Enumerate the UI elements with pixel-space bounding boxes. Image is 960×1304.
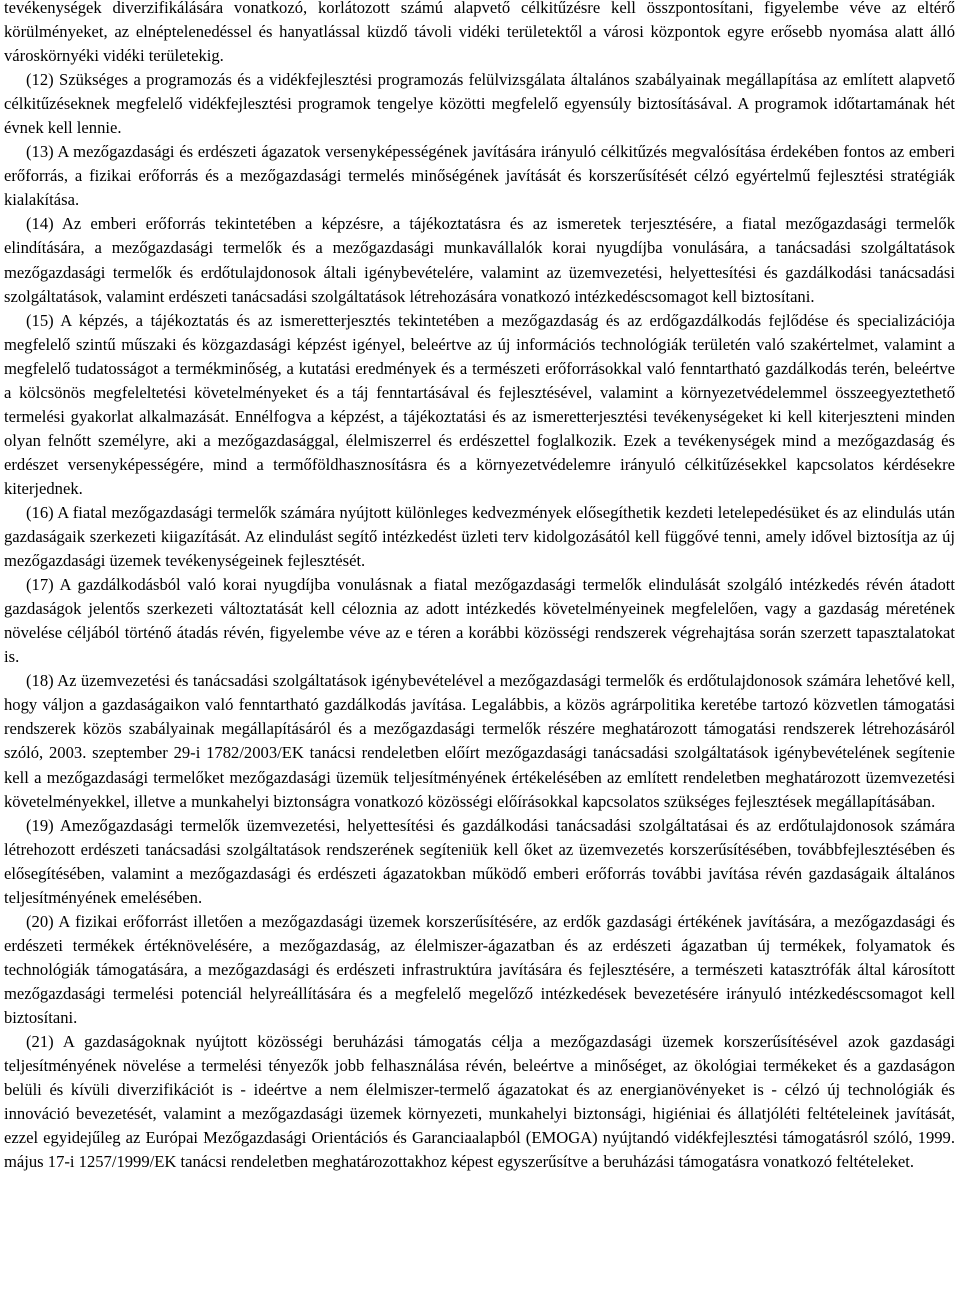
paragraph-14: (14) Az emberi erőforrás tekintetében a képzésre, a tájékoztatásra és az ismeretek terjesztésére, a fiatal mezőgazdasági termelők elindítására, a mezőgazdasági termelők és a mezőgazdasági munkavállalók korai nyugdíjba vonulására, a tanácsadási szolgáltatások mezőgazdasági termelők és erdőtulajdonosok általi igénybevételére, valamint az üzemvezetési, helyettesítési és gazdálkodási tanácsadási szolgáltatások, valamint erdészeti tanácsadási szolgáltatások létrehozására vonatkozó intézkedéscsomagot kell biztosítani. xyxy=(4,214,955,306)
paragraph-13: (13) A mezőgazdasági és erdészeti ágazatok versenyképességének javítására irányuló célkitűzés megvalósítása érdekében fontos az emberi erőforrás, a fizikai erőforrás és a mezőgazdasági termelés minőségének javítását és korszerűsítését célzó egyértelmű fejlesztési stratégiák kialakítása. xyxy=(4,142,955,210)
paragraph-17: (17) A gazdálkodásból való korai nyugdíjba vonulásnak a fiatal mezőgazdasági termelők elindulását szolgáló intézkedés révén átadott gazdaságok jelentős szerkezeti változtatását kell céloznia az adott intézkedés követelményeinek megfelelően, vagy a gazdaság méretének növelése céljából történő átadás révén, figyelembe véve az e téren a korábbi közösségi rendszerek végrehajtása során szerzett tapasztalatokat is. xyxy=(4,575,955,667)
paragraph-21: (21) A gazdaságoknak nyújtott közösségi beruházási támogatás célja a mezőgazdasági üzemek korszerűsítésével azok gazdasági teljesítményének növelése a termelési tényezők jobb felhasználása révén, beleértve a minőséget, az ökológiai termékeket és a gazdaságon belüli és kívüli diverzifikációt is - ideértve a nem élelmiszer-termelő ágazatokat és az energianövényeket is - célzó új technológiák és innováció bevezetését, valamint a mezőgazdasági üzemek környezeti, munkahelyi biztonsági, higiéniai és állatjóléti feltételeinek javítását, ezzel egyidejűleg az Európai Mezőgazdasági Orientációs és Garanciaalapból (EMOGA) nyújtandó vidékfejlesztési támogatásról szóló, 1999. május 17-i 1257/1999/EK tanácsi rendeletben meghatározottakhoz képest egyszerűsítve a beruházási támogatásra vonatkozó feltételeket. xyxy=(4,1032,955,1172)
paragraph-19: (19) Amezőgazdasági termelők üzemvezetési, helyettesítési és gazdálkodási tanácsadási szolgáltatásai és az erdőtulajdonosok számára létrehozott erdészeti tanácsadási szolgáltatások rendszerének segíteniük kell őket az üzemvezetés korszerűsítésében, továbbfejlesztésében és elősegítésében, valamint a mezőgazdasági és erdészeti ágazatokban működő emberi erőforrás további javítása révén gazdaságaik általános teljesítményének emelésében. xyxy=(4,815,955,907)
paragraph-12: (12) Szükséges a programozás és a vidékfejlesztési programozás felülvizsgálata általános szabályainak megállapítása az említett alapvető célkitűzéseknek megfelelő vidékfejlesztési programok tengelye közötti megfelelő egyensúly biztosításával. A programok időtartamának hét évnek kell lennie. xyxy=(4,70,955,138)
paragraph-20: (20) A fizikai erőforrást illetően a mezőgazdasági üzemek korszerűsítésére, az erdők gazdasági értékének javítására, a mezőgazdasági és erdészeti termékek értéknövelésére, a mezőgazdaság, az élelmiszer-ágazatban és az erdészeti ágazatban új termékek, folyamatok és technológiák támogatására, a mezőgazdasági és erdészeti infrastruktúra javítására és fejlesztésére, a természeti katasztrófák által károsított mezőgazdasági termelési potenciál helyreállítására és a megfelelő megelőző intézkedések bevezetésére irányuló intézkedéscsomagot kell biztosítani. xyxy=(4,911,955,1027)
paragraph-16: (16) A fiatal mezőgazdasági termelők számára nyújtott különleges kedvezmények elősegíthetik kezdeti letelepedésüket és az elindulás után gazdaságaik szerkezeti kiigazítását. Az elindulást segítő intézkedést üzleti terv kidolgozásától kell függővé tenni, amely idővel biztosítja az új mezőgazdasági üzemek tevékenységeinek fejlesztését. xyxy=(4,502,955,571)
paragraph-18: (18) Az üzemvezetési és tanácsadási szolgáltatások igénybevételével a mezőgazdasági termelők és erdőtulajdonosok számára lehetővé kell, hogy váljon a gazdaságaikon való fenntartható gazdálkodás javítása. Legalábbis, a közös agrárpolitika keretébe tartozó közvetlen támogatási rendszerek közös szabályainak megállapításáról és a mezőgazdasági termelők részére meghatározott támogatási rendszerek létrehozásáról szóló, 2003. szeptember 29-i 1782/2003/EK tanácsi rendeletben előírt mezőgazdasági tanácsadási szolgáltatások igénybevételének segítenie kell a mezőgazdasági termelőket mezőgazdasági üzemük teljesítményének értékelésében az említett rendeletben meghatározott üzemvezetési követelményekkel, illetve a munkahelyi biztonságra vonatkozó közösségi előírásokkal kapcsolatos szükséges fejlesztések megállapításában. xyxy=(4,671,955,811)
paragraph-15: (15) A képzés, a tájékoztatás és az ismeretterjesztés tekintetében a mezőgazdaság és az erdőgazdálkodás fejlődése és specializációja megfelelő szintű műszaki és közgazdasági képzést igényel, beleértve az új információs technológiák területén való szakértelmet, valamint a megfelelő tudatosságot a termékminőség, a kutatási eredmények és a természeti erőforrásokkal való fenntartható gazdálkodás terén, beleértve a kölcsönös megfeleltetési követelményeket és a táj fenntartásával és fejlesztésével, valamint a környezetvédelemmel összeegyeztethető termelési gyakorlat alkalmazását. Ennélfogva a képzést, a tájékoztatási és az ismeretterjesztési tevékenységeket ki kell kiterjeszteni minden olyan felnőtt személyre, aki a mezőgazdasággal, élelmiszerrel és erdészettel foglalkozik. Ezek a tevékenységek mind a mezőgazdaság és erdészet versenyképességére, mind a termőföldhasznosításra és a környezetvédelemre irányuló célkitűzésekkel kapcsolatos kérdésekre kiterjednek. xyxy=(4,310,955,498)
paragraph-continued: tevékenységek diverzifikálására vonatkozó, korlátozott számú alapvető célkitűzésre kell összpontosítani, figyelembe véve az eltérő körülményeket, az elnéptelenedéssel és hanyatlással küzdő távoli vidéki területektől a városi központok egyre erősebb nyomása alatt álló városkörnyéki vidéki területekig. xyxy=(4,0,955,66)
